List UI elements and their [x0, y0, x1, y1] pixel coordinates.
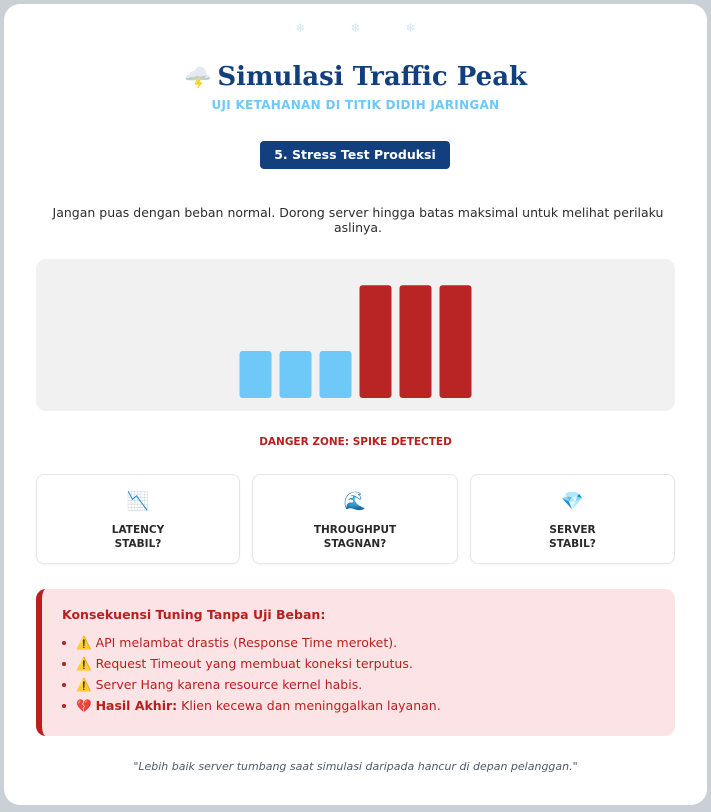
chart-bar-spike	[400, 285, 432, 398]
footer-quote: "Lebih baik server tumbang saat simulasi daripada hancur di depan pelanggan."	[133, 760, 578, 773]
warning-icon: ⚠️	[76, 677, 92, 692]
broken-heart-icon: 💔	[76, 698, 92, 713]
wave-icon: 🌊	[343, 491, 367, 512]
list-item: 💔 Hasil Akhir: Klien kecewa dan meninggalkan layanan.	[76, 695, 675, 716]
list-item: ⚠️ Request Timeout yang membuat koneksi terputus.	[76, 653, 675, 674]
step-badge: 5. Stress Test Produksi	[260, 141, 450, 169]
chart-bar-spike	[360, 285, 392, 398]
warning-icon: ⚠️	[76, 635, 92, 650]
stat-label: SERVER STABIL?	[549, 524, 596, 550]
diamond-icon: 💎	[561, 491, 584, 512]
stat-card-server	[470, 474, 675, 564]
main-card	[4, 4, 707, 805]
snowflake-icon: ❄	[350, 21, 361, 35]
page-title-text: Simulasi Traffic Peak	[217, 62, 528, 92]
chart-bar-spike	[440, 285, 472, 398]
traffic-chart	[36, 259, 675, 411]
stat-label: LATENCY STABIL?	[111, 524, 165, 550]
stat-label: THROUGHPUT STAGNAN?	[313, 524, 397, 550]
cloud-lightning-icon: 🌩️	[183, 65, 212, 91]
snowflake-icon: ❄	[405, 21, 416, 35]
page-subtitle: UJI KETAHANAN DI TITIK DIDIH JARINGAN	[211, 98, 500, 112]
chart-down-icon: 📉	[126, 491, 150, 512]
chart-bar-normal	[240, 351, 272, 398]
stat-card-throughput	[252, 474, 458, 564]
page-title	[4, 60, 707, 95]
chart-bar-normal	[280, 351, 312, 398]
consequences-list	[62, 632, 675, 716]
consequences-title: Konsekuensi Tuning Tanpa Uji Beban:	[62, 607, 326, 622]
consequences-panel	[36, 589, 675, 736]
chart-bar-normal	[320, 351, 352, 398]
list-item: ⚠️ API melambat drastis (Response Time meroket).	[76, 632, 675, 653]
result-label: Hasil Akhir:	[95, 698, 178, 713]
warning-icon: ⚠️	[76, 656, 92, 671]
danger-zone-label: DANGER ZONE: SPIKE DETECTED	[259, 436, 452, 448]
description-text: Jangan puas dengan beban normal. Dorong server hingga batas maksimal untuk melihat perilaku aslinya.	[52, 205, 664, 235]
stat-card-latency	[36, 474, 240, 564]
snowflake-icon: ❄	[295, 21, 306, 35]
snowflake-decoration	[4, 17, 707, 36]
traffic-chart-svg	[36, 259, 675, 411]
list-item: ⚠️ Server Hang karena resource kernel habis.	[76, 674, 675, 695]
